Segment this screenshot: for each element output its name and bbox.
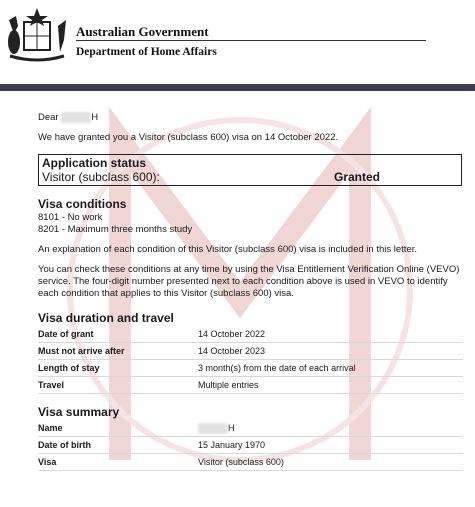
letterhead (0, 0, 475, 84)
table-row (38, 454, 463, 471)
row-label: Name (38, 420, 198, 437)
row-label: Date of grant (38, 326, 198, 343)
table-row (38, 420, 463, 437)
row-value: 14 October 2022 (198, 326, 463, 343)
header-divider (76, 40, 426, 41)
summary-table (38, 420, 463, 471)
condition-item: 8101 - No work (38, 212, 103, 224)
conditions-explanation: An explanation of each condition of this Visitor (subclass 600) visa is included in this letter. (38, 244, 417, 256)
redacted-name (198, 423, 228, 434)
status-visa: Visitor (subclass 600): (42, 170, 160, 185)
table-row (38, 343, 463, 360)
row-label: Length of stay (38, 360, 198, 377)
name-initial: H (228, 423, 235, 434)
row-value (198, 420, 463, 437)
salutation-line (38, 112, 463, 124)
condition-item: 8201 - Maximum three months study (38, 224, 193, 236)
name-initial: H (91, 112, 99, 124)
row-value: Visitor (subclass 600) (198, 454, 463, 471)
row-value: Multiple entries (198, 377, 463, 394)
table-row (38, 437, 463, 454)
summary-heading: Visa summary (38, 405, 120, 420)
row-value: 15 January 1970 (198, 437, 463, 454)
application-status-title: Application status (42, 156, 147, 171)
grant-intro: We have granted you a Visitor (subclass 600) visa on 14 October 2022. (38, 132, 339, 144)
application-status-box (38, 154, 462, 186)
row-value: 3 month(s) from the date of each arrival (198, 360, 463, 377)
redacted-name (61, 112, 91, 123)
vevo-note: You can check these conditions at any time by using the Visa Entitlement Verification Online (VEVO) service. The four-digit number presented next to each condition above is used in VEVO to identify each condition that applies to this Visitor (subclass 600) visa. (38, 264, 460, 300)
table-row (38, 377, 463, 394)
table-row (38, 360, 463, 377)
status-row (42, 171, 458, 183)
row-value: 14 October 2023 (198, 343, 463, 360)
government-name: Australian Government (76, 24, 209, 39)
row-label: Must not arrive after (38, 343, 198, 360)
letter-body (38, 112, 463, 471)
header-bar (0, 84, 475, 91)
row-label: Date of birth (38, 437, 198, 454)
table-row (38, 326, 463, 343)
row-label: Visa (38, 454, 198, 471)
duration-heading: Visa duration and travel (38, 311, 174, 326)
status-badge: Granted (333, 170, 380, 185)
department-name: Department of Home Affairs (76, 46, 217, 58)
visa-conditions-heading: Visa conditions (38, 197, 127, 212)
coat-of-arms-icon (4, 6, 70, 64)
salutation: Dear (38, 112, 59, 124)
duration-table (38, 326, 463, 394)
row-label: Travel (38, 377, 198, 394)
